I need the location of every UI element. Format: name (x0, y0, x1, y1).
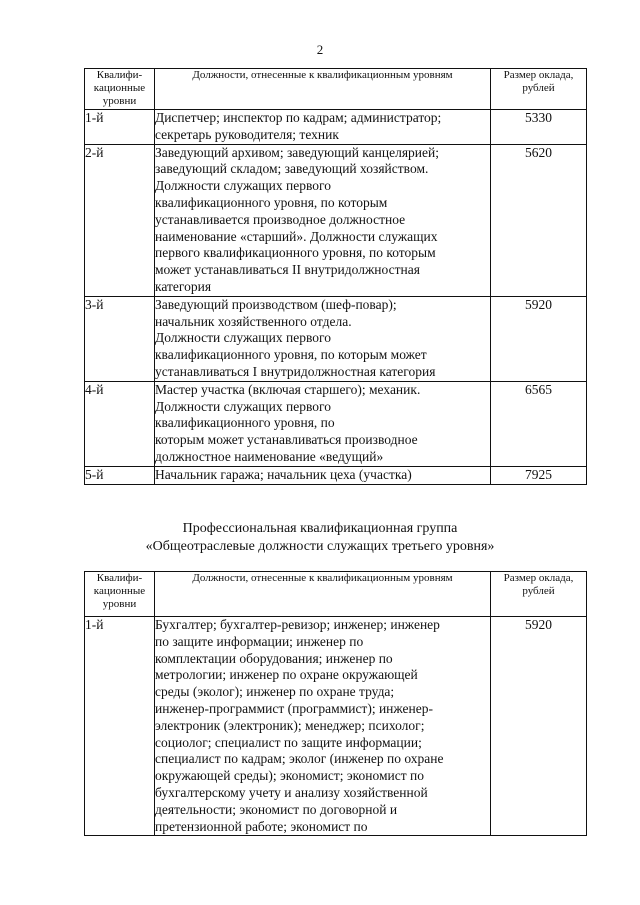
positions-line: среды (эколог); инженер по охране труда; (155, 684, 395, 700)
positions-cell (155, 296, 491, 381)
positions-line: которым может устанавливаться производное (155, 432, 418, 448)
header-positions: Должности, отнесенные к квалификационным уровням (155, 69, 491, 110)
level-cell: 5-й (85, 466, 155, 484)
positions-line: Мастер участка (включая старшего); механик. (155, 381, 421, 397)
positions-line: по защите информации; инженер по (155, 633, 364, 649)
salary-cell: 7925 (491, 466, 587, 484)
positions-line: Заведующий архивом; заведующий канцелярией; (155, 144, 439, 160)
table-row (85, 466, 587, 484)
salary-table-1 (84, 68, 587, 485)
table-row (85, 381, 587, 466)
table-body (85, 617, 587, 836)
salary-cell: 6565 (491, 381, 587, 466)
positions-cell (155, 466, 491, 484)
page-number: 2 (316, 42, 324, 57)
positions-line: инженер-программист (программист); инженер- (155, 700, 434, 716)
positions-cell (155, 381, 491, 466)
header-salary: Размер оклада, рублей (491, 572, 587, 617)
positions-cell (155, 144, 491, 296)
positions-line: Начальник гаража; начальник цеха (участка) (155, 466, 412, 482)
positions-line: секретарь руководителя; техник (155, 126, 339, 142)
positions-line: должностное наименование «ведущий» (155, 448, 384, 464)
positions-line: первого квалификационного уровня, по которым (155, 245, 436, 261)
positions-line: Должности служащих первого (155, 398, 331, 414)
positions-line: бухгалтерскому учету и анализу хозяйственной (155, 784, 428, 800)
positions-line: квалификационного уровня, по которым может (155, 347, 427, 363)
level-cell: 3-й (85, 296, 155, 381)
positions-line: комплектации оборудования; инженер по (155, 650, 393, 666)
salary-cell: 5330 (491, 110, 587, 145)
header-positions: Должности, отнесенные к квалификационным уровням (155, 572, 491, 617)
salary-cell: 5920 (491, 296, 587, 381)
positions-line: Заведующий производством (шеф-повар); (155, 296, 397, 312)
positions-line: Диспетчер; инспектор по кадрам; администратор; (155, 110, 442, 125)
section-heading-line2: «Общеотраслевые должности служащих третьего уровня» (145, 539, 495, 554)
salary-cell: 5920 (491, 617, 587, 836)
positions-line: устанавливаться I внутридолжностная категория (155, 363, 436, 379)
positions-line: деятельности; экономист по договорной и (155, 801, 398, 817)
positions-line: Должности служащих первого (155, 178, 331, 194)
positions-line: заведующий складом; заведующий хозяйством. (155, 161, 429, 177)
positions-line: начальник хозяйственного отдела. (155, 313, 352, 329)
table-row (85, 296, 587, 381)
table-row (85, 110, 587, 145)
positions-line: категория (155, 278, 212, 294)
header-salary: Размер оклада, рублей (491, 69, 587, 110)
positions-line: наименование «старший». Должности служащих (155, 228, 438, 244)
positions-line: окружающей среды); экономист; экономист по (155, 768, 425, 784)
header-level: Квалифи-кационные уровни (85, 69, 155, 110)
positions-line: может устанавливаться II внутридолжностная (155, 262, 420, 278)
positions-line: Должности служащих первого (155, 330, 331, 346)
positions-cell (155, 110, 491, 145)
positions-line: специалист по кадрам; эколог (инженер по охране (155, 751, 444, 767)
table-row (85, 617, 587, 836)
salary-table-2 (84, 571, 587, 836)
level-cell: 1-й (85, 110, 155, 145)
positions-line: социолог; специалист по защите информации; (155, 734, 422, 750)
level-cell: 1-й (85, 617, 155, 836)
positions-line: устанавливается производное должностное (155, 211, 406, 227)
level-cell: 4-й (85, 381, 155, 466)
table-header-row (85, 69, 587, 110)
header-level: Квалифи-кационные уровни (85, 572, 155, 617)
table-header-row (85, 572, 587, 617)
table-row (85, 144, 587, 296)
positions-line: претензионной работе; экономист по (155, 818, 368, 834)
positions-line: Бухгалтер; бухгалтер-ревизор; инженер; инженер (155, 617, 440, 632)
positions-line: квалификационного уровня, по (155, 415, 335, 431)
positions-line: электроник (электроник); менеджер; психолог; (155, 717, 425, 733)
level-cell: 2-й (85, 144, 155, 296)
table-body (85, 110, 587, 485)
section-heading-line1: Профессиональная квалификационная группа (182, 521, 458, 536)
positions-line: метрологии; инженер по охране окружающей (155, 667, 418, 683)
positions-line: квалификационного уровня, по которым (155, 194, 388, 210)
salary-cell: 5620 (491, 144, 587, 296)
positions-cell (155, 617, 491, 836)
